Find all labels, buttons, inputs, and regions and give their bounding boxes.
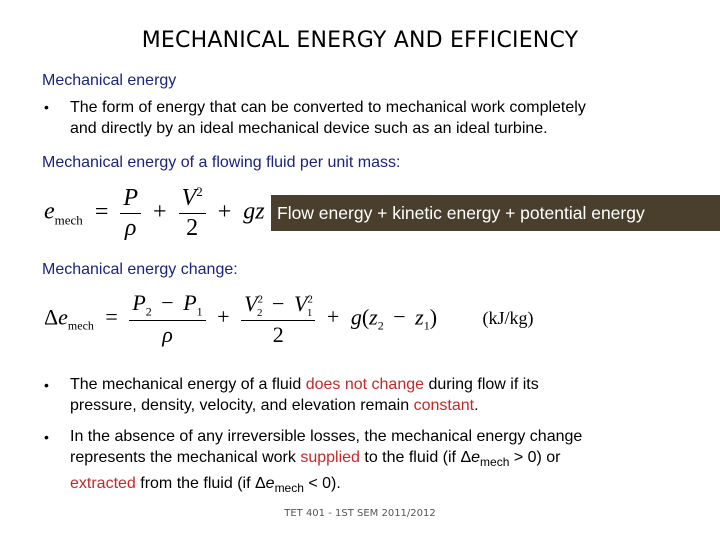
eq1-v: V <box>181 185 197 211</box>
eq2-equals: = <box>105 304 118 330</box>
bullet1-line-2 <box>70 395 715 416</box>
eq2-rparen: ) <box>429 304 438 330</box>
bullet1-does-not-change: does not change <box>305 376 425 393</box>
eq2-v2-sub: 2 <box>257 306 263 319</box>
bullet-work-supplied-extracted <box>70 426 715 499</box>
bullet2-supplied: supplied <box>300 449 360 466</box>
eq2-p1-sub: 1 <box>196 304 203 319</box>
eq1-v-sq: 2 <box>196 184 203 199</box>
eq2-v1-sub: 1 <box>306 306 313 319</box>
energy-change-label: Mechanical energy change: <box>42 261 238 278</box>
bullet1-text-c: during flow if its <box>424 376 539 393</box>
eq2-minus-3: − <box>393 304 406 330</box>
eq1-two: 2 <box>186 215 199 241</box>
eq1-velocity-fraction <box>179 184 206 242</box>
eq1-plus-1: + <box>153 198 167 225</box>
bullet2-text-d-tail: > 0) or <box>509 449 561 466</box>
eq2-delta: Δ <box>44 304 59 330</box>
eq2-lhs: e <box>58 304 68 330</box>
bullet2-sub-2: mech <box>274 481 304 496</box>
eq1-plus-2: + <box>217 198 232 225</box>
slide-title: MECHANICAL ENERGY AND EFFICIENCY <box>141 28 579 53</box>
bullet2-e-1: e <box>471 449 481 466</box>
bullet2-delta-2: Δ <box>254 475 266 493</box>
eq1-pressure-fraction <box>120 185 141 242</box>
energy-components-banner: Flow energy + kinetic energy + potential energy <box>271 195 720 231</box>
bullet-marker: • <box>44 429 49 445</box>
eq2-p2-sub: 2 <box>145 304 152 319</box>
eq1-gz: gz <box>243 198 265 225</box>
eq1-lhs-sub: mech <box>54 212 83 228</box>
eq2-p1: P <box>183 290 197 315</box>
eq2-units: (kJ/kg) <box>482 308 534 329</box>
eq1-p: P <box>120 185 141 214</box>
bullet2-text-a: represents the mechanical work <box>70 449 301 466</box>
eq1-equals: = <box>94 198 109 225</box>
bullet1-text-f: . <box>474 397 479 414</box>
eq1-lhs: e <box>44 198 55 225</box>
bullet-marker: • <box>44 377 49 393</box>
eq2-plus-2: + <box>326 304 340 330</box>
eq2-z2: z <box>369 304 378 330</box>
eq2-velocity-fraction <box>241 291 315 348</box>
eq2-z1: z <box>415 304 424 330</box>
mechanical-energy-equation <box>44 184 265 242</box>
bullet2-line-3 <box>70 473 715 499</box>
bullet2-line-1: In the absence of any irreversible losses, the mechanical energy change <box>70 428 583 445</box>
eq2-two: 2 <box>272 321 284 347</box>
mechanical-energy-change-equation <box>44 290 534 348</box>
eq2-minus-1: − <box>161 290 174 315</box>
bullet1-text-a: The mechanical energy of a fluid <box>70 376 306 393</box>
eq2-plus-1: + <box>217 304 230 330</box>
bullet-constant-energy <box>70 374 715 416</box>
bullet2-text-f: from the fluid (if <box>135 475 255 493</box>
bullet2-extracted: extracted <box>70 475 136 493</box>
definition-text <box>70 97 710 139</box>
bullet2-text-c: to the fluid (if <box>359 449 461 466</box>
eq2-minus-2: − <box>272 290 285 316</box>
flowing-fluid-label: Mechanical energy of a flowing fluid per unit mass: <box>42 154 401 171</box>
eq2-p2: P <box>132 290 146 315</box>
eq2-lparen: ( <box>361 304 370 330</box>
eq1-rho: ρ <box>124 214 137 241</box>
bullet2-sub-1: mech <box>480 455 510 470</box>
definition-line-1: The form of energy that can be converted to mechanical work completely <box>70 99 586 116</box>
definition-line-2: and directly by an ideal mechanical device such as an ideal turbine. <box>70 120 548 137</box>
bullet1-text-d: pressure, density, velocity, and elevation remain <box>70 397 414 414</box>
eq2-lhs-sub: mech <box>67 318 94 333</box>
eq2-z1-sub: 1 <box>423 318 430 333</box>
eq2-g: g <box>350 304 362 330</box>
bullet2-line-2 <box>70 447 715 473</box>
section-heading: Mechanical energy <box>42 72 177 89</box>
bullet-marker: • <box>44 99 49 115</box>
bullet2-e-2: e <box>265 475 275 493</box>
eq2-v2: V <box>244 290 258 316</box>
bullet2-text-g-tail: < 0). <box>303 475 341 493</box>
eq2-v2-sup: 2 <box>257 293 264 306</box>
eq2-pressure-fraction <box>129 290 205 348</box>
slide-footer: TET 401 - 1ST SEM 2011/2012 <box>284 508 436 519</box>
eq2-v1-sup: 2 <box>307 293 313 306</box>
eq2-z2-sub: 2 <box>377 318 384 333</box>
eq2-rho: ρ <box>162 322 173 348</box>
bullet2-delta-1: Δ <box>460 449 472 466</box>
eq2-v1: V <box>293 290 308 316</box>
bullet1-line-1 <box>70 374 715 395</box>
bullet1-constant: constant <box>413 397 475 414</box>
